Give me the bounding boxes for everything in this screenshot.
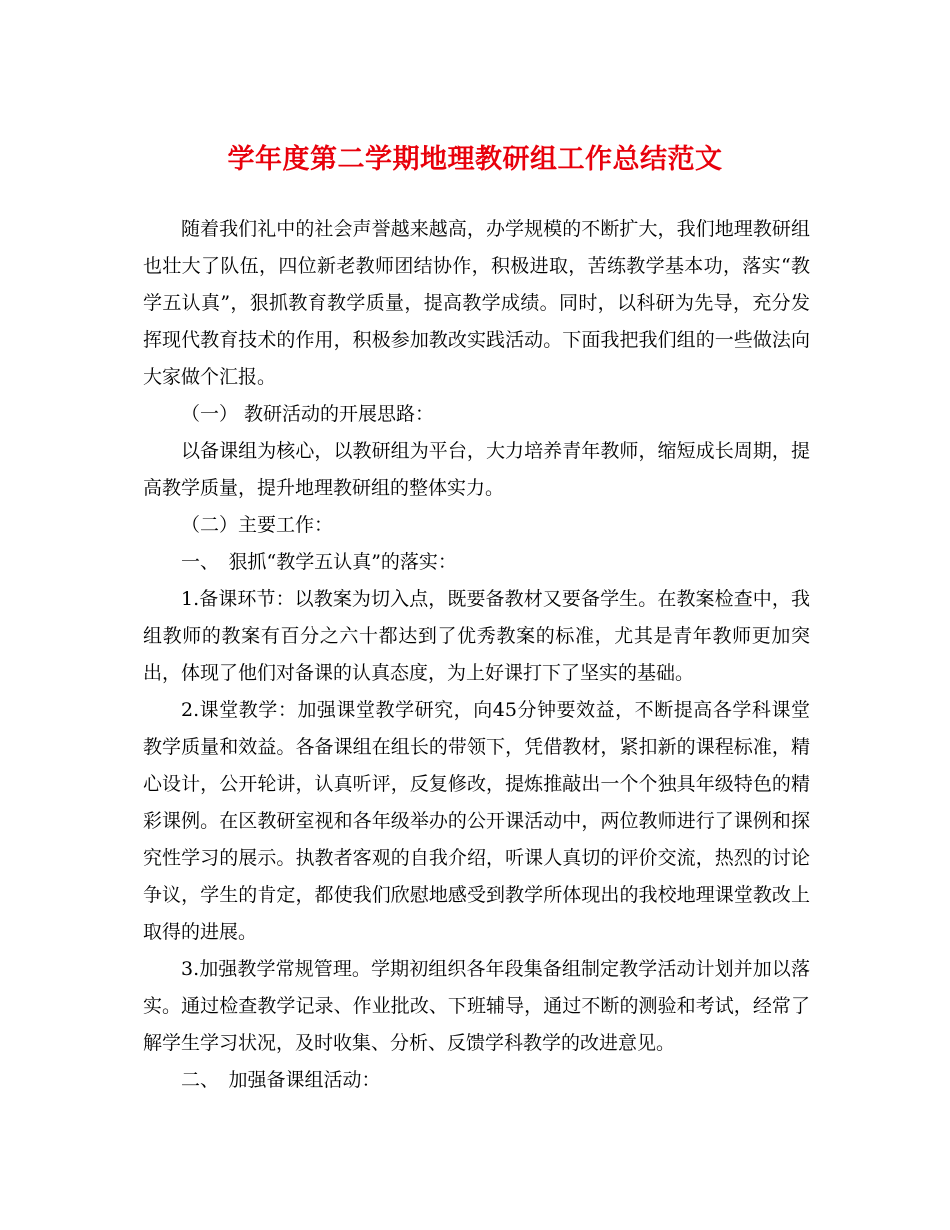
heading-research-approach: （一） 教研活动的开展思路： [181, 403, 435, 425]
document-title: 学年度第二学期地理教研组工作总结范文 [227, 144, 723, 175]
document-body [143, 211, 810, 1099]
paragraph-classroom-teaching: 2.课堂教学：加强课堂教学研究，向45分钟要效益，不断提高各学科课堂教学质量和效益。各备课组在组长的带领下，凭借教材，紧扣新的课程标准，精心设计，公开轮讲，认真听评，反复修改，提炼推敲出一个个独具年级特色的精彩课例。在区教研室视和各年级举办的公开课活动中，两位教师进行了课例和探究性学习的展示。执教者客观的自我介绍，听课人真切的评价交流，热烈的讨论争议，学生的肯定，都使我们欣慰地感受到教学所体现出的我校地理课堂教改上取得的进展。 [143, 699, 810, 943]
paragraph-intro: 随着我们礼中的社会声誉越来越高，办学规模的不断扩大，我们地理教研组也壮大了队伍，四位新老教师团结协作，积极进取，苦练教学基本功，落实“教学五认真”，狠抓教育教学质量，提高教学成绩。同时，以科研为先导，充分发挥现代教育技术的作用，积极参加教改实践活动。下面我把我们组的一些做法向大家做个汇报。 [143, 218, 810, 388]
paragraph-lesson-prep: 1.备课环节：以教案为切入点，既要备教材又要备学生。在教案检查中，我组教师的教案有百分之六十都达到了优秀教案的标准，尤其是青年教师更加突出，体现了他们对备课的认真态度，为上好课打下了坚实的基础。 [143, 588, 810, 684]
paragraph-research-approach: 以备课组为核心，以教研组为平台，大力培养青年教师，缩短成长周期，提高教学质量，提升地理教研组的整体实力。 [143, 440, 810, 499]
heading-section-two: 二、 加强备课组活动： [181, 1069, 381, 1091]
heading-section-one: 一、 狠抓“教学五认真”的落实： [181, 551, 457, 573]
heading-main-work: （二）主要工作： [181, 514, 334, 536]
paragraph-routine-management: 3.加强教学常规管理。学期初组织各年段集备组制定教学活动计划并加以落实。通过检查教学记录、作业批改、下班辅导，通过不断的测验和考试，经常了解学生学习状况，及时收集、分析、反馈学科教学的改进意见。 [143, 958, 810, 1054]
